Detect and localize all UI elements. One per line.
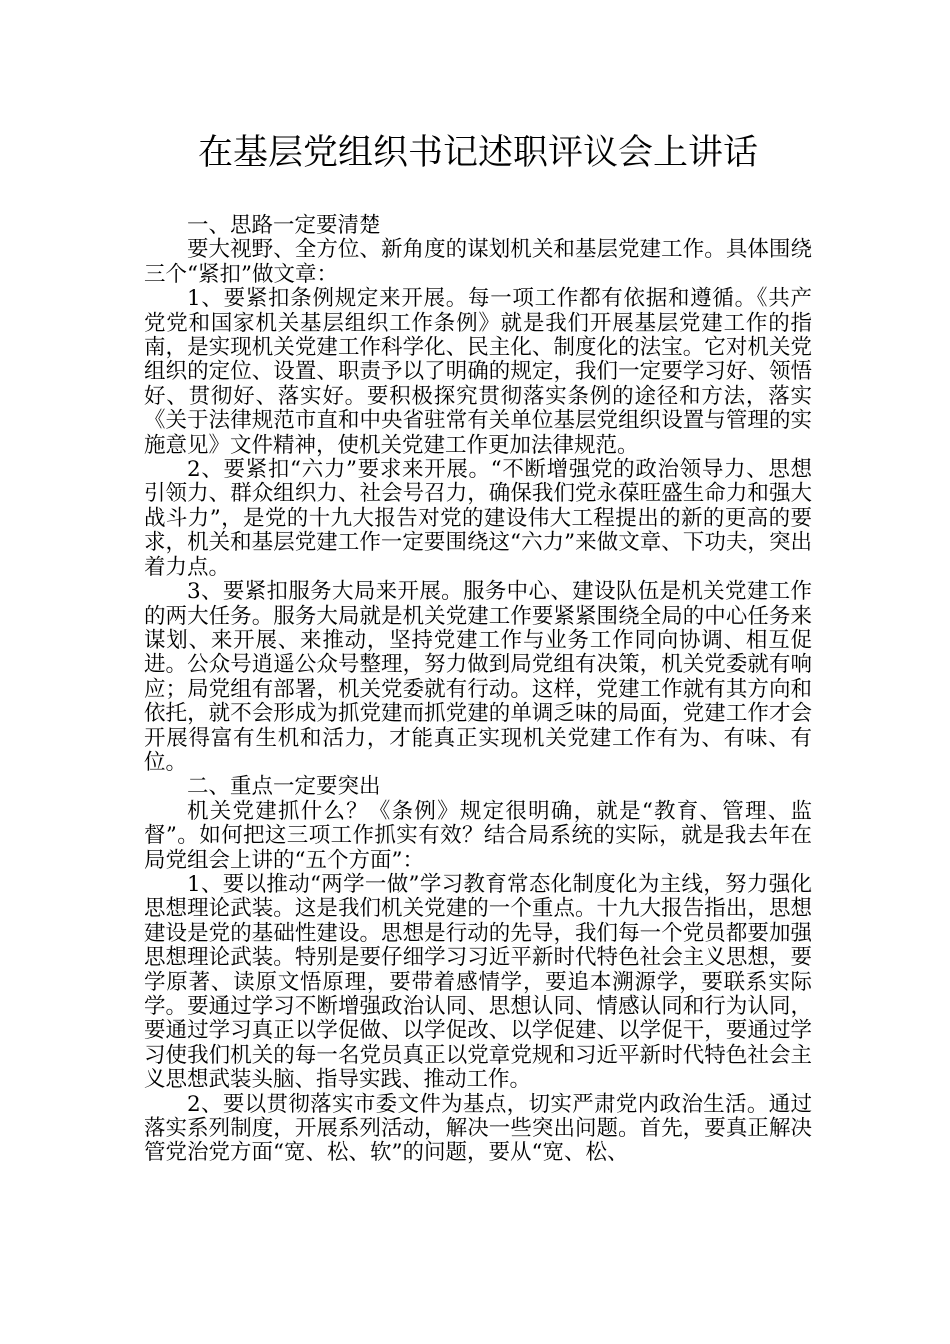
paragraph: 1、要紧扣条例规定来开展。每一项工作都有依据和遵循。《共产党党和国家机关基层组织工作条例》就是我们开展基层党建工作的指南，是实现机关党建工作科学化、民主化、制度化的法宝。它对机关党组织的定位、设置、职责予以了明确的规定，我们一定要学习好、领悟好、贯彻好、落实好。要积极探究贯彻落实条例的途径和方法，落实《关于法律规范市直和中央省驻常有关单位基层党组织设置与管理的实施意见》文件精神，使机关党建工作更加法律规范。 xyxy=(144,286,812,458)
paragraph: 2、要紧扣“六力”要求来开展。“不断增强党的政治领导力、思想引领力、群众组织力、社会号召力，确保我们党永葆旺盛生命力和强大战斗力”，是党的十九大报告对党的建设伟大工程提出的新的更高的要求，机关和基层党建工作一定要围绕这“六力”来做文章、下功夫，突出着力点。 xyxy=(144,457,812,580)
paragraph: 1、要以推动“两学一做”学习教育常态化制度化为主线，努力强化思想理论武装。这是我们机关党建的一个重点。十九大报告指出，思想建设是党的基础性建设。思想是行动的先导，我们每一个党员都要加强思想理论武装。特别是要仔细学习习近平新时代特色社会主义思想，要学原著、读原文悟原理，要带着感情学，要追本溯源学，要联系实际学。要通过学习不断增强政治认同、思想认同、情感认同和行为认同，要通过学习真正以学促做、以学促改、以学促建、以学促干，要通过学习使我们机关的每一名党员真正以党章党规和习近平新时代特色社会主义思想武装头脑、指导实践、推动工作。 xyxy=(144,871,812,1093)
paragraph: 2、要以贯彻落实市委文件为基点，切实严肃党内政治生活。通过落实系列制度，开展系列活动，解决一些突出问题。首先，要真正解决管党治党方面“宽、松、软”的问题，要从“宽、松、 xyxy=(144,1091,812,1166)
section-heading: 二、重点一定要突出 xyxy=(187,774,381,800)
paragraph: 机关党建抓什么？《条例》规定很明确，就是“教育、管理、监督”。如何把这三项工作抓实有效？结合局系统的实际，就是我去年在局党组会上讲的“五个方面”： xyxy=(144,798,812,873)
paragraph: 要大视野、全方位、新角度的谋划机关和基层党建工作。具体围绕三个“紧扣”做文章： xyxy=(144,237,812,287)
document-title: 在基层党组织书记述职评议会上讲话 xyxy=(197,133,758,173)
section-heading: 一、思路一定要清楚 xyxy=(187,213,381,238)
document-body xyxy=(144,214,812,1166)
paragraph: 3、要紧扣服务大局来开展。服务中心、建设队伍是机关党建工作的两大任务。服务大局就是机关党建工作要紧紧围绕全局的中心任务来谋划、来开展、来推动，坚持党建工作与业务工作同向协调、相互促进。公众号逍遥公众号整理，努力做到局党组有决策，机关党委就有响应；局党组有部署，机关党委就有行动。这样，党建工作就有其方向和依托，就不会形成为抓党建而抓党建的单调乏味的局面，党建工作才会开展得富有生机和活力，才能真正实现机关党建工作有为、有味、有位。 xyxy=(144,579,812,775)
document-page xyxy=(144,122,812,1166)
